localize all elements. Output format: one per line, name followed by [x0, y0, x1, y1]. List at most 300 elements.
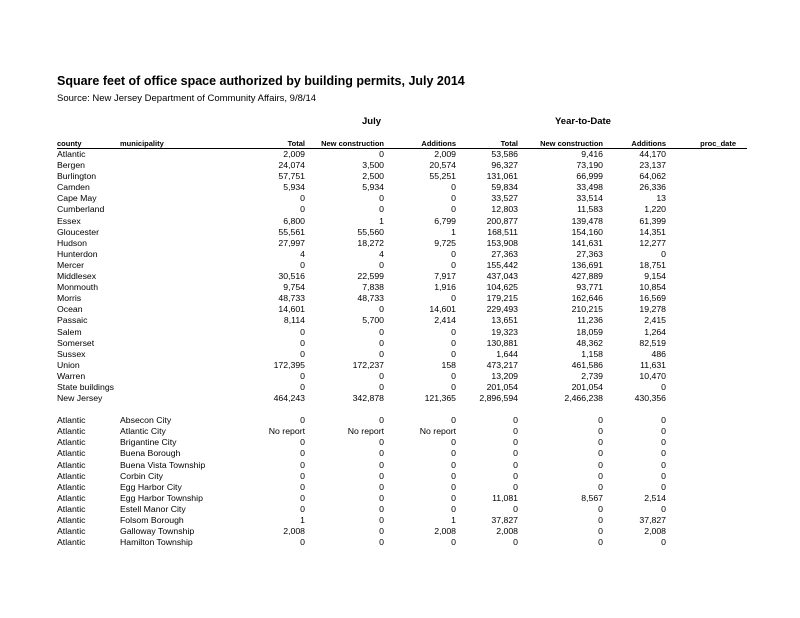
cell-ytd-new: 0 — [598, 459, 603, 470]
cell-ytd-new: 162,646 — [571, 293, 603, 304]
cell-july-new: 22,599 — [357, 271, 384, 282]
table-row — [0, 327, 800, 338]
cell-july-additions: 2,008 — [434, 526, 456, 537]
cell-july-new: 4 — [379, 248, 384, 259]
table-row — [0, 260, 800, 271]
data-table-body — [0, 149, 800, 548]
cell-ytd-total: 0 — [513, 459, 518, 470]
cell-ytd-total: 0 — [513, 415, 518, 426]
cell-july-additions: 0 — [451, 326, 456, 337]
col-ytd-total: Total — [500, 139, 518, 148]
cell-july-new: 0 — [379, 537, 384, 548]
table-row — [0, 216, 800, 227]
cell-ytd-additions: 0 — [661, 448, 666, 459]
cell-county: Atlantic — [57, 515, 86, 525]
cell-county: Atlantic — [57, 470, 86, 481]
cell-july-additions: 1,916 — [434, 282, 456, 293]
cell-july-new: 0 — [379, 526, 384, 537]
cell-july-new: 0 — [379, 448, 384, 459]
cell-july-total: 0 — [300, 337, 305, 348]
cell-municipality: Hamilton Township — [120, 537, 193, 548]
cell-county: Morris — [57, 293, 82, 304]
cell-july-additions: 14,601 — [429, 304, 456, 315]
cell-ytd-additions: 1,264 — [644, 326, 666, 337]
cell-ytd-total: 200,877 — [486, 215, 518, 226]
col-ytd-additions: Additions — [631, 139, 666, 148]
cell-july-new: 0 — [379, 459, 384, 470]
cell-july-new: 0 — [379, 337, 384, 348]
cell-ytd-new: 0 — [598, 526, 603, 537]
cell-county: Cumberland — [57, 204, 105, 215]
table-row — [0, 182, 800, 193]
cell-ytd-additions: 11,631 — [640, 359, 666, 370]
cell-july-additions: 0 — [451, 248, 456, 259]
cell-july-additions: 0 — [451, 459, 456, 470]
cell-july-additions: 55,251 — [429, 171, 456, 182]
cell-ytd-additions: 0 — [661, 415, 666, 426]
cell-ytd-new: 66,999 — [576, 171, 603, 182]
cell-ytd-total: 53,586 — [491, 149, 518, 159]
table-row — [0, 393, 800, 404]
cell-municipality: Egg Harbor Township — [120, 492, 203, 503]
cell-county: State buildings — [57, 381, 114, 392]
col-july-total: Total — [287, 139, 305, 148]
cell-ytd-new: 0 — [598, 437, 603, 448]
cell-july-total: 0 — [300, 193, 305, 204]
table-row — [0, 448, 800, 459]
cell-county: Atlantic — [57, 415, 86, 426]
cell-july-total: 4 — [300, 248, 305, 259]
cell-ytd-new: 136,691 — [571, 259, 603, 270]
cell-july-new: 0 — [379, 193, 384, 204]
cell-county: Middlesex — [57, 271, 97, 282]
cell-ytd-new: 73,190 — [576, 160, 603, 171]
cell-ytd-additions: 26,336 — [639, 182, 666, 193]
table-row — [0, 160, 800, 171]
col-july-new: New construction — [321, 139, 384, 148]
cell-july-total: 5,934 — [283, 182, 305, 193]
table-row — [0, 537, 800, 548]
cell-july-total: 0 — [300, 370, 305, 381]
cell-july-total: 172,395 — [273, 359, 305, 370]
cell-july-additions: 0 — [451, 503, 456, 514]
col-county: county — [57, 139, 82, 148]
cell-ytd-total: 12,803 — [491, 204, 518, 215]
cell-july-new: 0 — [379, 259, 384, 270]
cell-ytd-additions: 1,220 — [644, 204, 666, 215]
cell-ytd-new: 33,514 — [576, 193, 603, 204]
cell-county: Burlington — [57, 171, 97, 182]
cell-ytd-total: 201,054 — [486, 381, 518, 392]
table-row — [0, 360, 800, 371]
cell-ytd-additions: 16,569 — [639, 293, 666, 304]
cell-ytd-new: 48,362 — [576, 337, 603, 348]
cell-july-new: 342,878 — [352, 393, 384, 404]
cell-july-additions: 0 — [451, 293, 456, 304]
cell-july-new: 18,272 — [357, 237, 384, 248]
cell-july-additions: 0 — [451, 481, 456, 492]
cell-ytd-additions: 0 — [661, 248, 666, 259]
cell-july-new: 0 — [379, 348, 384, 359]
col-july-additions: Additions — [421, 139, 456, 148]
cell-county: Monmouth — [57, 282, 99, 293]
cell-july-new: 0 — [379, 304, 384, 315]
cell-ytd-new: 0 — [598, 503, 603, 514]
cell-july-new: 0 — [379, 492, 384, 503]
table-row — [0, 282, 800, 293]
cell-ytd-additions: 44,170 — [639, 149, 666, 159]
cell-ytd-new: 201,054 — [571, 381, 603, 392]
cell-ytd-new: 0 — [598, 515, 603, 525]
cell-ytd-total: 27,363 — [491, 248, 518, 259]
cell-ytd-total: 168,511 — [487, 226, 518, 237]
cell-municipality: Brigantine City — [120, 437, 177, 448]
cell-ytd-new: 0 — [598, 470, 603, 481]
cell-july-new: 0 — [379, 437, 384, 448]
cell-ytd-new: 461,586 — [571, 359, 603, 370]
group-header-ytd: Year-to-Date — [555, 116, 611, 127]
cell-july-total: 0 — [300, 459, 305, 470]
cell-july-total: 0 — [300, 204, 305, 215]
table-row — [0, 460, 800, 471]
cell-ytd-total: 0 — [513, 470, 518, 481]
cell-july-new: 0 — [379, 503, 384, 514]
table-row — [0, 149, 800, 160]
cell-ytd-additions: 14,351 — [639, 226, 666, 237]
cell-ytd-new: 0 — [598, 481, 603, 492]
cell-ytd-new: 2,739 — [581, 370, 603, 381]
cell-july-total: 6,800 — [283, 215, 305, 226]
cell-july-total: 2,008 — [283, 526, 305, 537]
cell-ytd-new: 0 — [598, 448, 603, 459]
cell-county: Atlantic — [57, 492, 86, 503]
cell-ytd-additions: 0 — [661, 470, 666, 481]
cell-county: Somerset — [57, 337, 95, 348]
cell-july-new: No report — [347, 426, 384, 437]
cell-county: New Jersey — [57, 393, 103, 404]
table-row — [0, 482, 800, 493]
cell-municipality: Buena Borough — [120, 448, 181, 459]
cell-ytd-new: 2,466,238 — [564, 393, 603, 404]
cell-july-total: No report — [268, 426, 305, 437]
cell-july-total: 1 — [300, 515, 305, 525]
cell-july-additions: 121,365 — [424, 393, 456, 404]
cell-county: Hunterdon — [57, 248, 98, 259]
cell-july-new: 0 — [379, 515, 384, 525]
cell-ytd-additions: 82,519 — [639, 337, 666, 348]
cell-july-total: 0 — [300, 259, 305, 270]
cell-july-additions: 0 — [451, 193, 456, 204]
cell-ytd-additions: 2,415 — [644, 315, 666, 326]
cell-municipality: Absecon City — [120, 415, 172, 426]
table-row — [0, 227, 800, 238]
cell-july-new: 3,500 — [362, 160, 384, 171]
cell-ytd-new: 93,771 — [576, 282, 603, 293]
cell-july-new: 0 — [379, 370, 384, 381]
table-row — [0, 415, 800, 426]
cell-july-total: 2,009 — [283, 149, 305, 159]
cell-july-total: 0 — [300, 348, 305, 359]
cell-ytd-total: 130,881 — [486, 337, 518, 348]
cell-july-additions: 0 — [451, 415, 456, 426]
table-row — [0, 293, 800, 304]
cell-ytd-new: 141,631 — [571, 237, 603, 248]
cell-ytd-total: 0 — [513, 448, 518, 459]
cell-july-additions: 0 — [451, 182, 456, 193]
cell-july-additions: 1 — [451, 515, 456, 525]
cell-ytd-new: 18,059 — [576, 326, 603, 337]
cell-july-total: 0 — [300, 326, 305, 337]
cell-july-additions: 2,414 — [434, 315, 456, 326]
cell-ytd-additions: 61,399 — [639, 215, 666, 226]
cell-ytd-total: 13,209 — [491, 370, 518, 381]
col-municipality: municipality — [120, 139, 164, 148]
cell-ytd-total: 1,644 — [496, 348, 518, 359]
cell-municipality: Atlantic City — [120, 426, 166, 437]
table-row — [0, 315, 800, 326]
cell-ytd-total: 11,081 — [492, 492, 518, 503]
cell-ytd-total: 155,442 — [486, 259, 518, 270]
cell-ytd-total: 473,217 — [486, 359, 518, 370]
cell-july-new: 0 — [379, 204, 384, 215]
source-note: Source: New Jersey Department of Community Affairs, 9/8/14 — [57, 93, 317, 104]
cell-ytd-additions: 37,827 — [639, 515, 666, 525]
cell-july-total: 9,754 — [283, 282, 305, 293]
cell-county: Passaic — [57, 315, 88, 326]
cell-ytd-additions: 23,137 — [639, 160, 666, 171]
cell-july-total: 0 — [300, 448, 305, 459]
cell-ytd-total: 0 — [513, 426, 518, 437]
cell-july-new: 0 — [379, 326, 384, 337]
table-row — [0, 193, 800, 204]
cell-july-new: 0 — [379, 381, 384, 392]
cell-july-new: 55,560 — [357, 226, 384, 237]
cell-county: Mercer — [57, 259, 85, 270]
cell-july-additions: 0 — [451, 492, 456, 503]
cell-county: Atlantic — [57, 149, 86, 159]
cell-county: Gloucester — [57, 226, 100, 237]
cell-ytd-new: 0 — [598, 426, 603, 437]
cell-ytd-additions: 486 — [651, 348, 666, 359]
table-row — [0, 238, 800, 249]
cell-county: Atlantic — [57, 437, 86, 448]
cell-ytd-new: 11,583 — [577, 204, 603, 215]
cell-july-new: 7,838 — [362, 282, 384, 293]
cell-july-additions: 0 — [451, 259, 456, 270]
cell-july-total: 30,516 — [278, 271, 305, 282]
cell-july-total: 27,997 — [278, 237, 305, 248]
cell-ytd-additions: 10,470 — [639, 370, 666, 381]
cell-july-additions: 9,725 — [434, 237, 456, 248]
cell-july-new: 5,700 — [362, 315, 384, 326]
cell-municipality: Buena Vista Township — [120, 459, 206, 470]
cell-july-total: 0 — [300, 437, 305, 448]
table-row — [0, 426, 800, 437]
cell-july-new: 0 — [379, 481, 384, 492]
cell-county: Bergen — [57, 160, 86, 171]
cell-ytd-new: 8,567 — [581, 492, 603, 503]
cell-ytd-additions: 0 — [661, 459, 666, 470]
cell-ytd-new: 1,158 — [581, 348, 603, 359]
cell-july-total: 0 — [300, 470, 305, 481]
cell-ytd-total: 104,625 — [486, 282, 518, 293]
cell-county: Atlantic — [57, 503, 86, 514]
cell-county: Cape May — [57, 193, 97, 204]
cell-july-new: 1 — [379, 215, 384, 226]
cell-ytd-additions: 0 — [661, 426, 666, 437]
cell-county: Atlantic — [57, 448, 86, 459]
cell-county: Camden — [57, 182, 90, 193]
group-header-july: July — [362, 116, 382, 127]
cell-ytd-total: 0 — [513, 437, 518, 448]
cell-municipality: Corbin City — [120, 470, 163, 481]
table-row — [0, 204, 800, 215]
cell-july-additions: 20,574 — [429, 160, 456, 171]
table-row — [0, 493, 800, 504]
cell-ytd-additions: 0 — [661, 381, 666, 392]
cell-ytd-new: 0 — [598, 415, 603, 426]
cell-ytd-additions: 9,154 — [644, 271, 666, 282]
table-row — [0, 471, 800, 482]
cell-july-new: 172,237 — [352, 359, 384, 370]
cell-july-total: 0 — [300, 492, 305, 503]
cell-july-additions: 0 — [451, 381, 456, 392]
cell-ytd-additions: 0 — [661, 481, 666, 492]
cell-ytd-total: 33,527 — [491, 193, 518, 204]
cell-ytd-total: 2,896,594 — [479, 393, 518, 404]
col-proc-date: proc_date — [700, 139, 736, 148]
cell-july-additions: 2,009 — [434, 149, 456, 159]
cell-ytd-total: 37,827 — [491, 515, 518, 525]
cell-july-new: 0 — [379, 415, 384, 426]
cell-july-total: 0 — [300, 537, 305, 548]
cell-ytd-total: 437,043 — [486, 271, 518, 282]
table-row — [0, 171, 800, 182]
cell-july-additions: 0 — [451, 370, 456, 381]
cell-july-new: 5,934 — [362, 182, 384, 193]
cell-ytd-new: 11,236 — [577, 315, 603, 326]
cell-ytd-additions: 18,751 — [639, 259, 666, 270]
cell-municipality: Egg Harbor City — [120, 481, 182, 492]
table-row — [0, 304, 800, 315]
cell-ytd-additions: 64,062 — [639, 171, 666, 182]
cell-july-additions: 1 — [451, 226, 456, 237]
cell-ytd-additions: 2,514 — [644, 492, 666, 503]
cell-july-new: 2,500 — [362, 171, 384, 182]
cell-ytd-new: 210,215 — [571, 304, 603, 315]
cell-ytd-new: 9,416 — [581, 149, 603, 159]
cell-ytd-total: 96,327 — [491, 160, 518, 171]
cell-july-additions: No report — [419, 426, 456, 437]
cell-ytd-additions: 13 — [656, 193, 666, 204]
cell-ytd-new: 154,160 — [571, 226, 603, 237]
table-row — [0, 349, 800, 360]
cell-municipality: Estell Manor City — [120, 503, 186, 514]
cell-county: Atlantic — [57, 526, 86, 537]
report-title: Square feet of office space authorized by building permits, July 2014 — [57, 74, 465, 88]
table-row — [0, 249, 800, 260]
cell-county: Warren — [57, 370, 86, 381]
cell-july-total: 55,561 — [278, 226, 305, 237]
cell-county: Sussex — [57, 348, 86, 359]
cell-ytd-total: 59,834 — [491, 182, 518, 193]
cell-ytd-total: 2,008 — [496, 526, 518, 537]
cell-july-total: 24,074 — [278, 160, 305, 171]
cell-ytd-total: 153,908 — [486, 237, 518, 248]
cell-july-additions: 0 — [451, 448, 456, 459]
cell-july-total: 464,243 — [273, 393, 305, 404]
table-row — [0, 371, 800, 382]
cell-july-additions: 0 — [451, 537, 456, 548]
cell-july-total: 57,751 — [278, 171, 305, 182]
cell-july-total: 0 — [300, 503, 305, 514]
cell-july-total: 0 — [300, 415, 305, 426]
table-row — [0, 515, 800, 526]
cell-ytd-new: 427,889 — [571, 271, 603, 282]
cell-ytd-new: 0 — [598, 537, 603, 548]
cell-county: Atlantic — [57, 537, 86, 548]
cell-july-additions: 0 — [451, 337, 456, 348]
cell-ytd-total: 131,061 — [486, 171, 518, 182]
cell-ytd-additions: 0 — [661, 503, 666, 514]
cell-july-total: 14,601 — [278, 304, 305, 315]
table-row — [0, 338, 800, 349]
table-row — [0, 526, 800, 537]
cell-ytd-additions: 430,356 — [634, 393, 666, 404]
cell-july-additions: 0 — [451, 437, 456, 448]
cell-july-total: 0 — [300, 381, 305, 392]
cell-july-additions: 0 — [451, 470, 456, 481]
cell-county: Essex — [57, 215, 81, 226]
cell-july-new: 48,733 — [357, 293, 384, 304]
cell-ytd-total: 0 — [513, 503, 518, 514]
cell-july-additions: 0 — [451, 204, 456, 215]
cell-july-additions: 7,917 — [434, 271, 456, 282]
cell-ytd-additions: 2,008 — [644, 526, 666, 537]
cell-ytd-total: 13,651 — [491, 315, 518, 326]
cell-july-additions: 0 — [451, 348, 456, 359]
cell-county: Union — [57, 359, 80, 370]
cell-ytd-new: 33,498 — [576, 182, 603, 193]
cell-july-new: 0 — [379, 470, 384, 481]
cell-ytd-total: 0 — [513, 481, 518, 492]
cell-ytd-total: 229,493 — [486, 304, 518, 315]
cell-ytd-additions: 0 — [661, 537, 666, 548]
cell-municipality: Galloway Township — [120, 526, 195, 537]
table-row — [0, 504, 800, 515]
cell-ytd-additions: 12,277 — [639, 237, 666, 248]
cell-county: Atlantic — [57, 459, 86, 470]
table-row — [0, 382, 800, 393]
cell-county: Salem — [57, 326, 82, 337]
table-row — [0, 271, 800, 282]
cell-county: Ocean — [57, 304, 83, 315]
cell-ytd-new: 139,478 — [571, 215, 603, 226]
cell-ytd-total: 179,215 — [486, 293, 518, 304]
cell-july-total: 48,733 — [278, 293, 305, 304]
table-row — [0, 437, 800, 448]
cell-county: Atlantic — [57, 481, 86, 492]
cell-july-new: 0 — [379, 149, 384, 159]
cell-ytd-additions: 10,854 — [639, 282, 666, 293]
cell-ytd-total: 0 — [513, 537, 518, 548]
cell-july-total: 8,114 — [283, 315, 305, 326]
col-ytd-new: New construction — [540, 139, 603, 148]
cell-ytd-additions: 19,278 — [639, 304, 666, 315]
cell-july-additions: 158 — [441, 359, 456, 370]
cell-ytd-new: 27,363 — [576, 248, 603, 259]
cell-ytd-additions: 0 — [661, 437, 666, 448]
